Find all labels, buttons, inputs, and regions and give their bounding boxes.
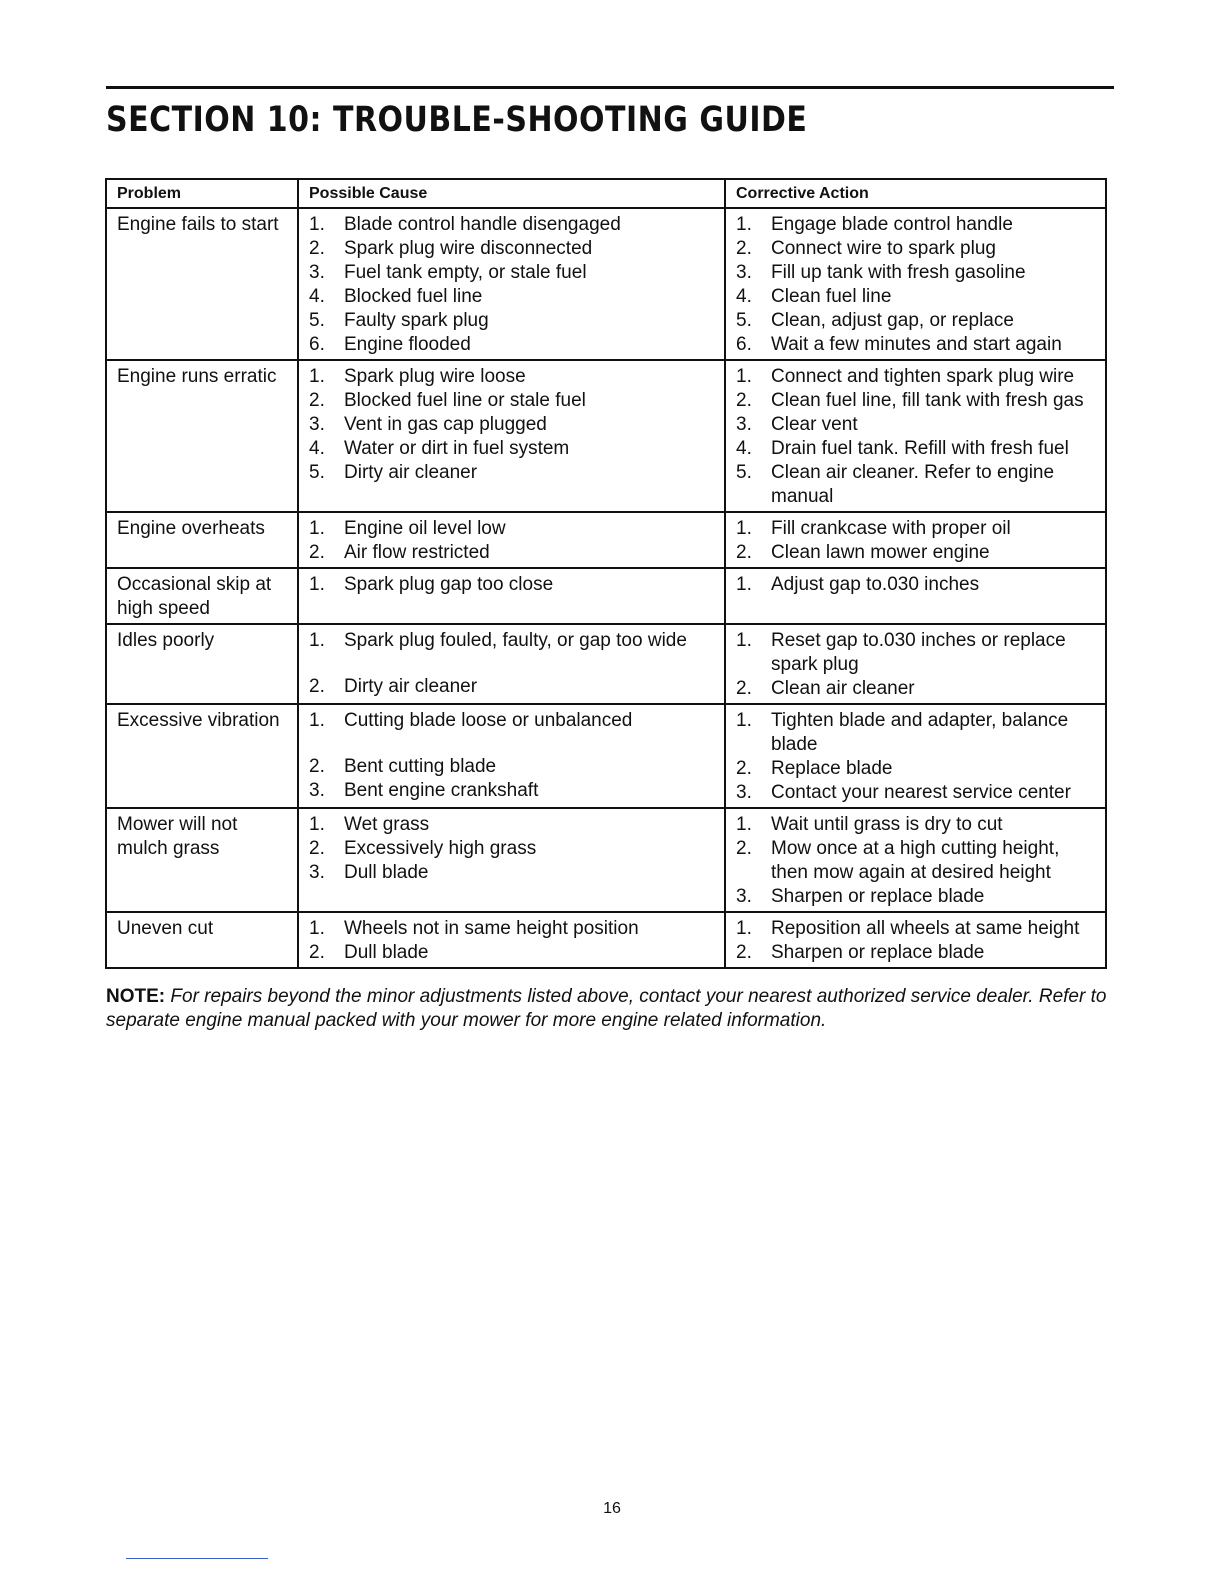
cause-item xyxy=(309,573,716,597)
header-corrective-action: Corrective Action xyxy=(725,179,1106,208)
item-text: Engine flooded xyxy=(344,334,471,355)
action-item xyxy=(736,237,1097,261)
item-text: Blocked fuel line or stale fuel xyxy=(344,390,586,411)
action-item xyxy=(736,365,1097,389)
cause-cell xyxy=(298,208,725,360)
item-number: 1. xyxy=(309,630,325,651)
cause-item xyxy=(309,333,716,357)
item-text: Connect wire to spark plug xyxy=(771,238,996,259)
cause-cell xyxy=(298,568,725,624)
cause-item xyxy=(309,917,716,941)
action-cell xyxy=(725,704,1106,808)
spacer xyxy=(309,653,716,675)
cause-item xyxy=(309,437,716,461)
action-item xyxy=(736,285,1097,309)
problem-cell: Engine runs erratic xyxy=(106,360,298,512)
item-number: 1. xyxy=(736,518,752,539)
item-text: Engage blade control handle xyxy=(771,214,1013,235)
table-row xyxy=(106,808,1106,912)
table-row xyxy=(106,512,1106,568)
action-item xyxy=(736,213,1097,237)
item-text: Faulty spark plug xyxy=(344,310,489,331)
item-text: Dull blade xyxy=(344,942,429,963)
table-row xyxy=(106,624,1106,704)
item-text: Reposition all wheels at same height xyxy=(771,918,1080,939)
item-text: Clean air cleaner xyxy=(771,678,915,699)
item-text: Fuel tank empty, or stale fuel xyxy=(344,262,587,283)
item-number: 2. xyxy=(736,838,752,859)
item-number: 2. xyxy=(736,238,752,259)
item-text: Wheels not in same height position xyxy=(344,918,639,939)
cause-item xyxy=(309,941,716,965)
page-number: 16 xyxy=(603,1500,621,1517)
action-item xyxy=(736,757,1097,781)
action-cell xyxy=(725,360,1106,512)
item-text: Contact your nearest service center xyxy=(771,782,1071,803)
action-item xyxy=(736,781,1097,805)
action-item xyxy=(736,541,1097,565)
item-text: Spark plug fouled, faulty, or gap too wide xyxy=(344,630,687,651)
action-item xyxy=(736,437,1097,461)
problem-cell: Uneven cut xyxy=(106,912,298,968)
cause-item xyxy=(309,461,716,485)
action-item xyxy=(736,517,1097,541)
action-item xyxy=(736,837,1097,885)
action-item xyxy=(736,413,1097,437)
footer-line xyxy=(126,1558,268,1559)
spacer xyxy=(309,733,716,755)
action-item xyxy=(736,709,1097,757)
item-text: Bent cutting blade xyxy=(344,756,497,777)
action-cell xyxy=(725,568,1106,624)
table-row xyxy=(106,360,1106,512)
item-number: 1. xyxy=(309,814,325,835)
item-text: Tighten blade and adapter, balance blade xyxy=(771,710,1069,755)
table-row xyxy=(106,568,1106,624)
item-text: Replace blade xyxy=(771,758,893,779)
item-text: Adjust gap to.030 inches xyxy=(771,574,980,595)
item-text: Clear vent xyxy=(771,414,858,435)
cause-item xyxy=(309,237,716,261)
item-number: 1. xyxy=(309,574,325,595)
item-number: 2. xyxy=(736,758,752,779)
item-number: 1. xyxy=(736,630,752,651)
item-text: Engine oil level low xyxy=(344,518,506,539)
cause-item xyxy=(309,629,716,653)
cause-item xyxy=(309,861,716,885)
action-item xyxy=(736,885,1097,909)
item-text: Spark plug gap too close xyxy=(344,574,554,595)
item-text: Clean fuel line xyxy=(771,286,892,307)
note-text: For repairs beyond the minor adjustments listed above, contact your nearest authorized service dealer. Refer to separate engine manual packed with your mower for more engine related information. xyxy=(106,986,1107,1031)
item-number: 2. xyxy=(309,390,325,411)
item-number: 2. xyxy=(736,542,752,563)
action-cell xyxy=(725,208,1106,360)
action-item xyxy=(736,309,1097,333)
item-text: Clean, adjust gap, or replace xyxy=(771,310,1014,331)
section-title: SECTION 10: TROUBLE-SHOOTING GUIDE xyxy=(106,100,808,141)
cause-item xyxy=(309,541,716,565)
item-number: 1. xyxy=(309,366,325,387)
table-row xyxy=(106,912,1106,968)
action-item xyxy=(736,333,1097,357)
item-number: 3. xyxy=(309,862,325,883)
top-rule xyxy=(106,86,1114,89)
item-number: 4. xyxy=(736,286,752,307)
item-number: 1. xyxy=(736,214,752,235)
item-text: Wet grass xyxy=(344,814,430,835)
cause-cell xyxy=(298,808,725,912)
item-number: 5. xyxy=(309,462,325,483)
item-number: 4. xyxy=(736,438,752,459)
problem-cell: Engine overheats xyxy=(106,512,298,568)
item-number: 1. xyxy=(309,518,325,539)
cause-cell xyxy=(298,624,725,704)
item-text: Clean lawn mower engine xyxy=(771,542,990,563)
action-cell xyxy=(725,624,1106,704)
item-text: Air flow restricted xyxy=(344,542,490,563)
item-text: Dull blade xyxy=(344,862,429,883)
item-number: 1. xyxy=(309,918,325,939)
item-number: 3. xyxy=(309,780,325,801)
item-text: Dirty air cleaner xyxy=(344,676,478,697)
item-text: Dirty air cleaner xyxy=(344,462,478,483)
cause-cell xyxy=(298,912,725,968)
item-number: 2. xyxy=(309,942,325,963)
cause-item xyxy=(309,413,716,437)
action-cell xyxy=(725,512,1106,568)
cause-item xyxy=(309,285,716,309)
action-item xyxy=(736,813,1097,837)
item-number: 2. xyxy=(309,838,325,859)
item-number: 3. xyxy=(736,414,752,435)
cause-item xyxy=(309,213,716,237)
action-cell xyxy=(725,912,1106,968)
cause-item xyxy=(309,365,716,389)
item-number: 1. xyxy=(736,574,752,595)
table-row xyxy=(106,704,1106,808)
item-text: Mow once at a high cutting height, then mow again at desired height xyxy=(771,838,1060,883)
item-number: 2. xyxy=(736,390,752,411)
item-number: 4. xyxy=(309,438,325,459)
item-text: Vent in gas cap plugged xyxy=(344,414,547,435)
item-text: Cutting blade loose or unbalanced xyxy=(344,710,633,731)
item-text: Sharpen or replace blade xyxy=(771,942,985,963)
table-row xyxy=(106,208,1106,360)
item-text: Wait until grass is dry to cut xyxy=(771,814,1003,835)
note-label: NOTE: xyxy=(106,986,166,1007)
action-item xyxy=(736,573,1097,597)
header-problem: Problem xyxy=(106,179,298,208)
item-number: 3. xyxy=(309,414,325,435)
item-text: Connect and tighten spark plug wire xyxy=(771,366,1075,387)
action-item xyxy=(736,629,1097,677)
item-number: 1. xyxy=(736,366,752,387)
item-text: Fill up tank with fresh gasoline xyxy=(771,262,1026,283)
item-text: Blade control handle disengaged xyxy=(344,214,621,235)
item-text: Clean air cleaner. Refer to engine manual xyxy=(771,462,1055,507)
item-number: 1. xyxy=(736,710,752,731)
item-number: 2. xyxy=(309,756,325,777)
cause-item xyxy=(309,309,716,333)
note xyxy=(106,985,1116,1033)
item-text: Wait a few minutes and start again xyxy=(771,334,1062,355)
item-text: Bent engine crankshaft xyxy=(344,780,539,801)
action-item xyxy=(736,917,1097,941)
problem-cell: Occasional skip at high speed xyxy=(106,568,298,624)
item-number: 1. xyxy=(736,918,752,939)
action-item xyxy=(736,941,1097,965)
problem-cell: Engine fails to start xyxy=(106,208,298,360)
item-number: 5. xyxy=(736,310,752,331)
table-body xyxy=(106,208,1106,968)
item-number: 1. xyxy=(309,214,325,235)
item-number: 6. xyxy=(309,334,325,355)
action-cell xyxy=(725,808,1106,912)
item-number: 2. xyxy=(736,678,752,699)
item-number: 3. xyxy=(309,262,325,283)
item-number: 2. xyxy=(736,942,752,963)
item-number: 3. xyxy=(736,886,752,907)
cause-item xyxy=(309,755,716,779)
cause-item xyxy=(309,517,716,541)
item-number: 3. xyxy=(736,262,752,283)
item-text: Reset gap to.030 inches or replace spark plug xyxy=(771,630,1066,675)
cause-cell xyxy=(298,512,725,568)
header-possible-cause: Possible Cause xyxy=(298,179,725,208)
item-number: 5. xyxy=(309,310,325,331)
item-text: Drain fuel tank. Refill with fresh fuel xyxy=(771,438,1069,459)
table-header-row xyxy=(106,179,1106,208)
item-text: Fill crankcase with proper oil xyxy=(771,518,1011,539)
item-text: Blocked fuel line xyxy=(344,286,483,307)
item-text: Spark plug wire loose xyxy=(344,366,526,387)
cause-item xyxy=(309,675,716,699)
item-number: 3. xyxy=(736,782,752,803)
item-number: 2. xyxy=(309,676,325,697)
item-number: 1. xyxy=(736,814,752,835)
cause-item xyxy=(309,779,716,803)
action-item xyxy=(736,389,1097,413)
cause-item xyxy=(309,709,716,733)
item-text: Clean fuel line, fill tank with fresh gas xyxy=(771,390,1084,411)
item-text: Sharpen or replace blade xyxy=(771,886,985,907)
cause-item xyxy=(309,837,716,861)
cause-item xyxy=(309,813,716,837)
item-number: 4. xyxy=(309,286,325,307)
cause-item xyxy=(309,389,716,413)
troubleshooting-table xyxy=(105,178,1107,969)
item-number: 2. xyxy=(309,542,325,563)
action-item xyxy=(736,677,1097,701)
item-number: 2. xyxy=(309,238,325,259)
action-item xyxy=(736,261,1097,285)
problem-cell: Idles poorly xyxy=(106,624,298,704)
cause-cell xyxy=(298,360,725,512)
item-text: Spark plug wire disconnected xyxy=(344,238,593,259)
item-text: Water or dirt in fuel system xyxy=(344,438,570,459)
item-text: Excessively high grass xyxy=(344,838,537,859)
cause-item xyxy=(309,261,716,285)
problem-cell: Excessive vibration xyxy=(106,704,298,808)
item-number: 1. xyxy=(309,710,325,731)
item-number: 5. xyxy=(736,462,752,483)
action-item xyxy=(736,461,1097,509)
item-number: 6. xyxy=(736,334,752,355)
problem-cell: Mower will not mulch grass xyxy=(106,808,298,912)
cause-cell xyxy=(298,704,725,808)
